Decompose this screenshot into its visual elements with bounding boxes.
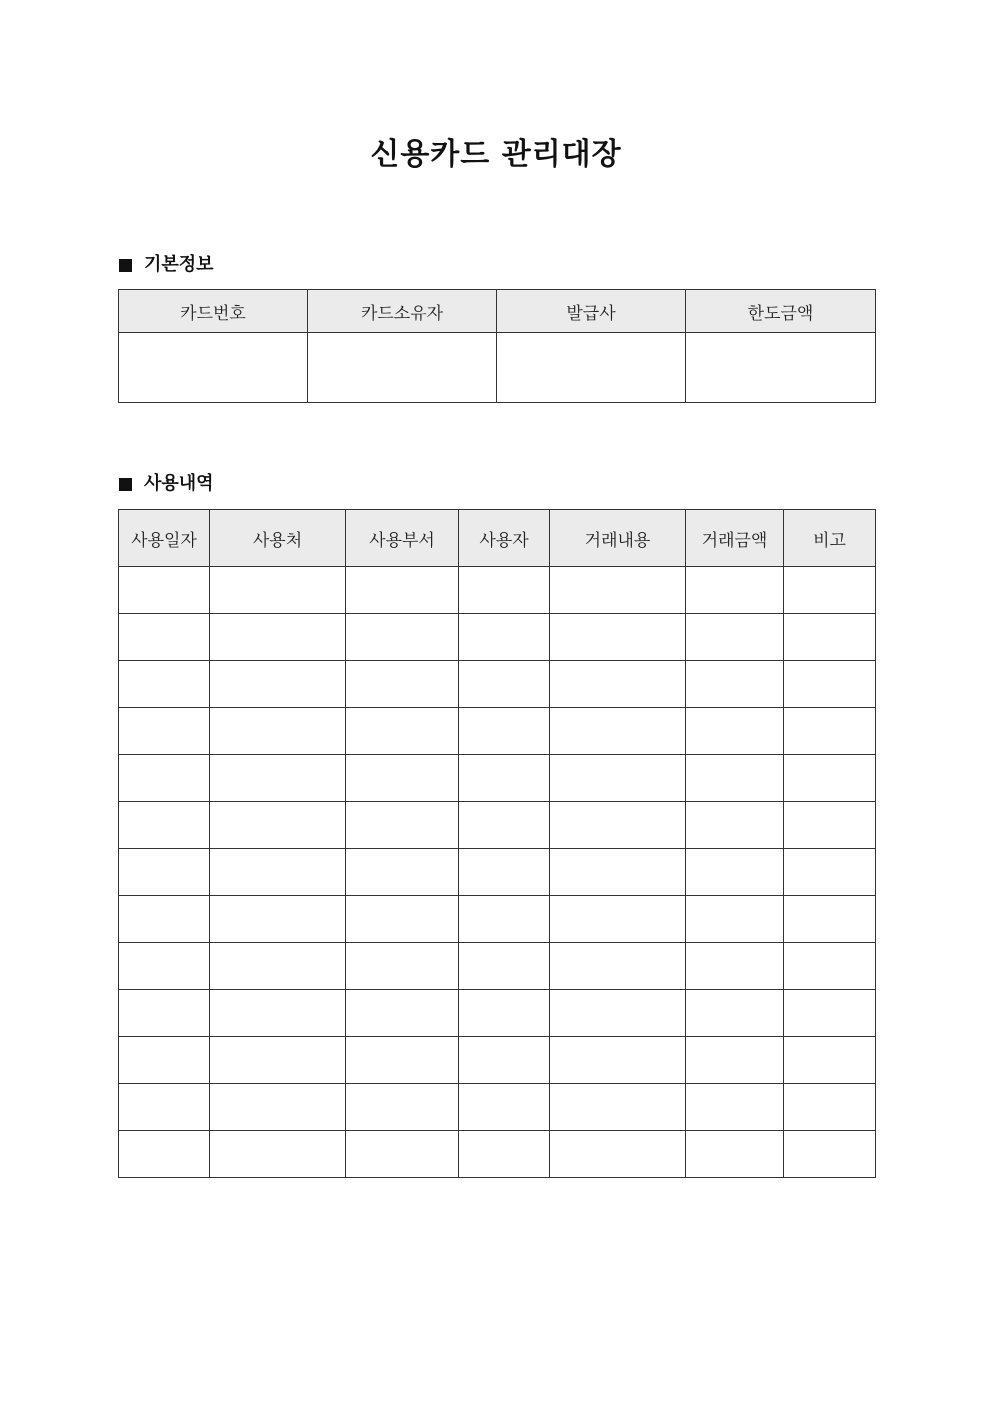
date-cell[interactable]	[119, 708, 210, 755]
table-row	[119, 896, 876, 943]
limit-cell[interactable]	[686, 333, 876, 403]
date-cell[interactable]	[119, 1084, 210, 1131]
basic-info-table	[118, 289, 876, 403]
merchant-cell[interactable]	[210, 990, 346, 1037]
amount-cell[interactable]	[686, 1131, 784, 1178]
table-row	[119, 661, 876, 708]
merchant-cell[interactable]	[210, 943, 346, 990]
department-cell[interactable]	[346, 990, 459, 1037]
department-cell[interactable]	[346, 567, 459, 614]
user-cell[interactable]	[459, 849, 550, 896]
table-row	[119, 708, 876, 755]
note-cell[interactable]	[784, 1131, 876, 1178]
department-cell[interactable]	[346, 943, 459, 990]
description-cell[interactable]	[550, 990, 686, 1037]
merchant-cell[interactable]	[210, 708, 346, 755]
table-row	[119, 567, 876, 614]
date-cell[interactable]	[119, 755, 210, 802]
note-cell[interactable]	[784, 943, 876, 990]
date-cell[interactable]	[119, 802, 210, 849]
card-number-cell[interactable]	[119, 333, 308, 403]
department-cell[interactable]	[346, 708, 459, 755]
user-cell[interactable]	[459, 755, 550, 802]
date-cell[interactable]	[119, 1037, 210, 1084]
merchant-cell[interactable]	[210, 661, 346, 708]
department-cell[interactable]	[346, 1037, 459, 1084]
description-cell[interactable]	[550, 567, 686, 614]
date-cell[interactable]	[119, 1131, 210, 1178]
user-cell[interactable]	[459, 1131, 550, 1178]
description-cell[interactable]	[550, 849, 686, 896]
column-header-user: 사용자	[459, 510, 550, 567]
user-cell[interactable]	[459, 567, 550, 614]
page-title: 신용카드 관리대장	[370, 137, 622, 172]
date-cell[interactable]	[119, 990, 210, 1037]
table-header-row	[119, 290, 876, 333]
amount-cell[interactable]	[686, 896, 784, 943]
merchant-cell[interactable]	[210, 1084, 346, 1131]
table-row	[119, 755, 876, 802]
date-cell[interactable]	[119, 567, 210, 614]
description-cell[interactable]	[550, 661, 686, 708]
amount-cell[interactable]	[686, 755, 784, 802]
amount-cell[interactable]	[686, 708, 784, 755]
note-cell[interactable]	[784, 567, 876, 614]
merchant-cell[interactable]	[210, 1037, 346, 1084]
department-cell[interactable]	[346, 1131, 459, 1178]
user-cell[interactable]	[459, 943, 550, 990]
description-cell[interactable]	[550, 614, 686, 661]
table-row	[119, 1084, 876, 1131]
description-cell[interactable]	[550, 708, 686, 755]
column-header-merchant: 사용처	[210, 510, 346, 567]
card-owner-cell[interactable]	[308, 333, 497, 403]
amount-cell[interactable]	[686, 990, 784, 1037]
column-header-amount: 거래금액	[686, 510, 784, 567]
column-header-card-owner: 카드소유자	[308, 290, 497, 333]
description-cell[interactable]	[550, 755, 686, 802]
square-bullet-icon	[119, 478, 132, 491]
note-cell[interactable]	[784, 802, 876, 849]
department-cell[interactable]	[346, 849, 459, 896]
column-header-date: 사용일자	[119, 510, 210, 567]
amount-cell[interactable]	[686, 802, 784, 849]
note-cell[interactable]	[784, 614, 876, 661]
note-cell[interactable]	[784, 755, 876, 802]
date-cell[interactable]	[119, 614, 210, 661]
merchant-cell[interactable]	[210, 849, 346, 896]
amount-cell[interactable]	[686, 614, 784, 661]
department-cell[interactable]	[346, 661, 459, 708]
description-cell[interactable]	[550, 943, 686, 990]
column-header-department: 사용부서	[346, 510, 459, 567]
table-row	[119, 1131, 876, 1178]
note-cell[interactable]	[784, 849, 876, 896]
user-cell[interactable]	[459, 614, 550, 661]
basic-info-heading	[119, 252, 214, 278]
issuer-cell[interactable]	[497, 333, 686, 403]
department-cell[interactable]	[346, 614, 459, 661]
user-cell[interactable]	[459, 1084, 550, 1131]
table-header-row	[119, 510, 876, 567]
column-header-limit: 한도금액	[686, 290, 876, 333]
note-cell[interactable]	[784, 1037, 876, 1084]
table-row	[119, 990, 876, 1037]
table-row	[119, 614, 876, 661]
amount-cell[interactable]	[686, 661, 784, 708]
date-cell[interactable]	[119, 943, 210, 990]
square-bullet-icon	[119, 259, 132, 272]
amount-cell[interactable]	[686, 567, 784, 614]
usage-heading-label: 사용내역	[144, 473, 214, 494]
amount-cell[interactable]	[686, 849, 784, 896]
amount-cell[interactable]	[686, 1084, 784, 1131]
note-cell[interactable]	[784, 708, 876, 755]
description-cell[interactable]	[550, 896, 686, 943]
note-cell[interactable]	[784, 661, 876, 708]
column-header-description: 거래내용	[550, 510, 686, 567]
description-cell[interactable]	[550, 802, 686, 849]
usage-table-body	[119, 567, 876, 1178]
user-cell[interactable]	[459, 708, 550, 755]
date-cell[interactable]	[119, 661, 210, 708]
merchant-cell[interactable]	[210, 755, 346, 802]
table-row	[119, 802, 876, 849]
description-cell[interactable]	[550, 1084, 686, 1131]
department-cell[interactable]	[346, 896, 459, 943]
amount-cell[interactable]	[686, 1037, 784, 1084]
department-cell[interactable]	[346, 802, 459, 849]
user-cell[interactable]	[459, 802, 550, 849]
note-cell[interactable]	[784, 1084, 876, 1131]
user-cell[interactable]	[459, 1037, 550, 1084]
department-cell[interactable]	[346, 1084, 459, 1131]
note-cell[interactable]	[784, 896, 876, 943]
table-row	[119, 1037, 876, 1084]
table-row	[119, 849, 876, 896]
merchant-cell[interactable]	[210, 802, 346, 849]
merchant-cell[interactable]	[210, 896, 346, 943]
amount-cell[interactable]	[686, 943, 784, 990]
description-cell[interactable]	[550, 1037, 686, 1084]
date-cell[interactable]	[119, 896, 210, 943]
date-cell[interactable]	[119, 849, 210, 896]
table-row	[119, 333, 876, 403]
merchant-cell[interactable]	[210, 614, 346, 661]
note-cell[interactable]	[784, 990, 876, 1037]
user-cell[interactable]	[459, 896, 550, 943]
description-cell[interactable]	[550, 1131, 686, 1178]
user-cell[interactable]	[459, 661, 550, 708]
usage-heading	[119, 471, 214, 497]
column-header-issuer: 발급사	[497, 290, 686, 333]
department-cell[interactable]	[346, 755, 459, 802]
merchant-cell[interactable]	[210, 567, 346, 614]
column-header-card-number: 카드번호	[119, 290, 308, 333]
usage-table	[118, 509, 876, 1178]
merchant-cell[interactable]	[210, 1131, 346, 1178]
table-row	[119, 943, 876, 990]
basic-info-heading-label: 기본정보	[144, 254, 214, 275]
user-cell[interactable]	[459, 990, 550, 1037]
column-header-note: 비고	[784, 510, 876, 567]
